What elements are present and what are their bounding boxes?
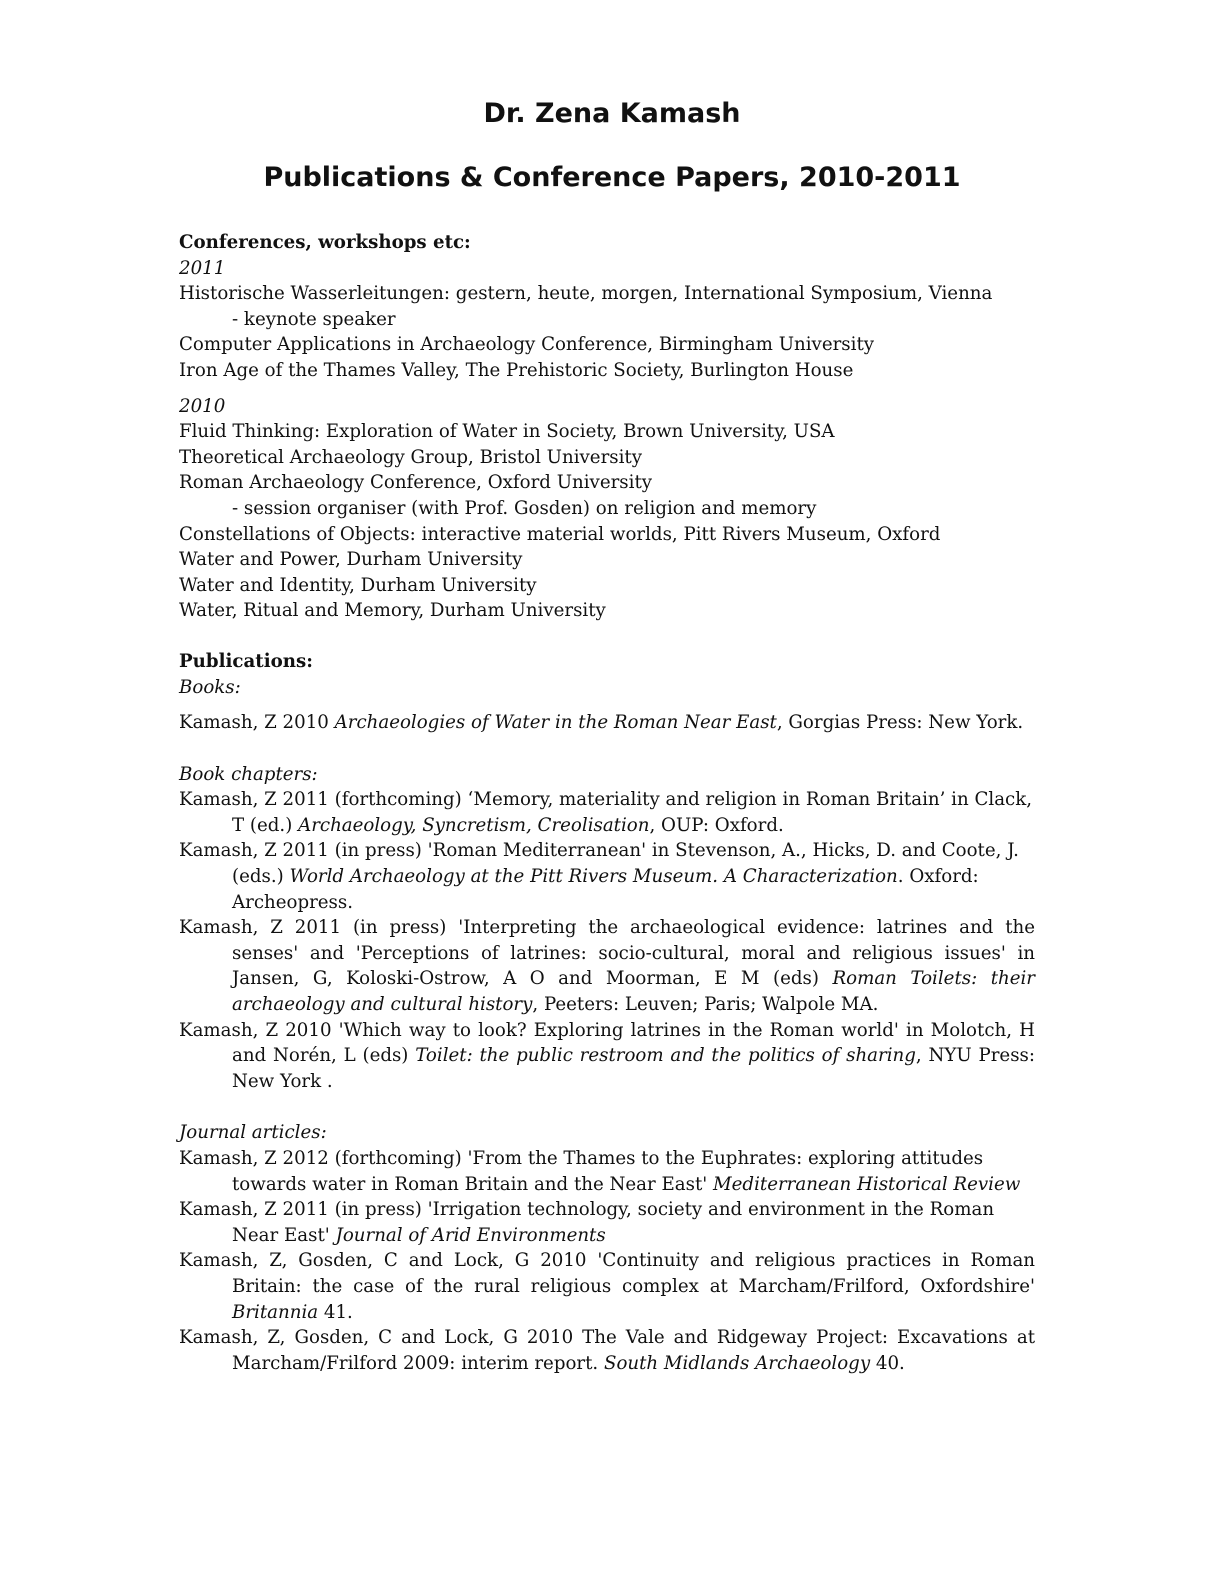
conference-item: Theoretical Archaeology Group, Bristol University <box>179 446 642 468</box>
document-body <box>179 230 1035 1376</box>
conference-item: Roman Archaeology Conference, Oxford University <box>179 472 653 494</box>
books-label: Books: <box>179 676 241 698</box>
conference-item: Water and Identity, Durham University <box>179 574 537 596</box>
conference-item: Historische Wasserleitungen: gestern, heute, morgen, International Symposium, Vienna <box>179 283 993 305</box>
journal-entry: Kamash, Z, Gosden, C and Lock, G 2010 The Vale and Ridgeway Project: Excavations at Marcham/Frilford 2009: interim report. South Midlands Archaeology 40. <box>179 1327 1035 1374</box>
chapter-entry: Kamash, Z 2011 (forthcoming) ‘Memory, materiality and religion in Roman Britain’ in Clack, T (ed.) Archaeology, Syncretism, Creolisation, OUP: Oxford. <box>179 789 1033 836</box>
conferences-heading: Conferences, workshops etc: <box>179 232 471 253</box>
conference-note: - keynote speaker <box>232 308 396 330</box>
conference-item: Constellations of Objects: interactive material worlds, Pitt Rivers Museum, Oxford <box>179 523 941 545</box>
chapter-entry: Kamash, Z 2011 (in press) 'Roman Mediterranean' in Stevenson, A., Hicks, D. and Coote, J. (eds.) World Archaeology at the Pitt Rivers Museum. A Characterization. Oxford: Archeopress. <box>179 840 1019 913</box>
year-2011-label: 2011 <box>179 257 226 279</box>
document-title: Publications & Conference Papers, 2010-2011 <box>263 162 961 193</box>
author-name: Dr. Zena Kamash <box>483 98 741 129</box>
conference-item: Fluid Thinking: Exploration of Water in Society, Brown University, USA <box>179 421 835 443</box>
chapter-entry: Kamash, Z 2011 (in press) 'Interpreting the archaeological evidence: latrines and the senses' and 'Perceptions of latrines: socio-cultural, moral and religious issues' in Jansen, G, Koloski-Ostrow, A O and Moorman, E M (eds) Roman Toilets: their archaeology and cultural history, Peeters: Leuven; Paris; Walpole MA. <box>179 917 1036 1016</box>
journal-entry: Kamash, Z 2011 (in press) 'Irrigation technology, society and environment in the Roman Near East' Journal of Arid Environments <box>179 1199 995 1246</box>
chapters-label: Book chapters: <box>179 763 318 785</box>
journal-entry: Kamash, Z 2012 (forthcoming) 'From the Thames to the Euphrates: exploring attitudes towards water in Roman Britain and the Near East' Mediterranean Historical Review <box>179 1148 1021 1195</box>
conference-note: - session organiser (with Prof. Gosden) on religion and memory <box>232 497 817 519</box>
publications-heading: Publications: <box>179 650 313 672</box>
chapter-entry: Kamash, Z 2010 'Which way to look? Exploring latrines in the Roman world' in Molotch, H and Norén, L (eds) Toilet: the public restroom and the politics of sharing, NYU Press: New York . <box>179 1019 1035 1092</box>
journal-entry: Kamash, Z, Gosden, C and Lock, G 2010 'Continuity and religious practices in Roman Britain: the case of the rural religious complex at Marcham/Frilford, Oxfordshire' Britannia 41. <box>179 1250 1035 1323</box>
conference-item: Iron Age of the Thames Valley, The Prehistoric Society, Burlington House <box>179 359 854 381</box>
year-2010-label: 2010 <box>179 395 226 417</box>
conference-item: Water and Power, Durham University <box>179 549 523 571</box>
book-entry: Kamash, Z 2010 Archaeologies of Water in the Roman Near East, Gorgias Press: New York. <box>179 712 1024 734</box>
conference-item: Water, Ritual and Memory, Durham University <box>179 600 606 622</box>
journals-label: Journal articles: <box>179 1122 327 1144</box>
conference-item: Computer Applications in Archaeology Conference, Birmingham University <box>179 334 875 356</box>
